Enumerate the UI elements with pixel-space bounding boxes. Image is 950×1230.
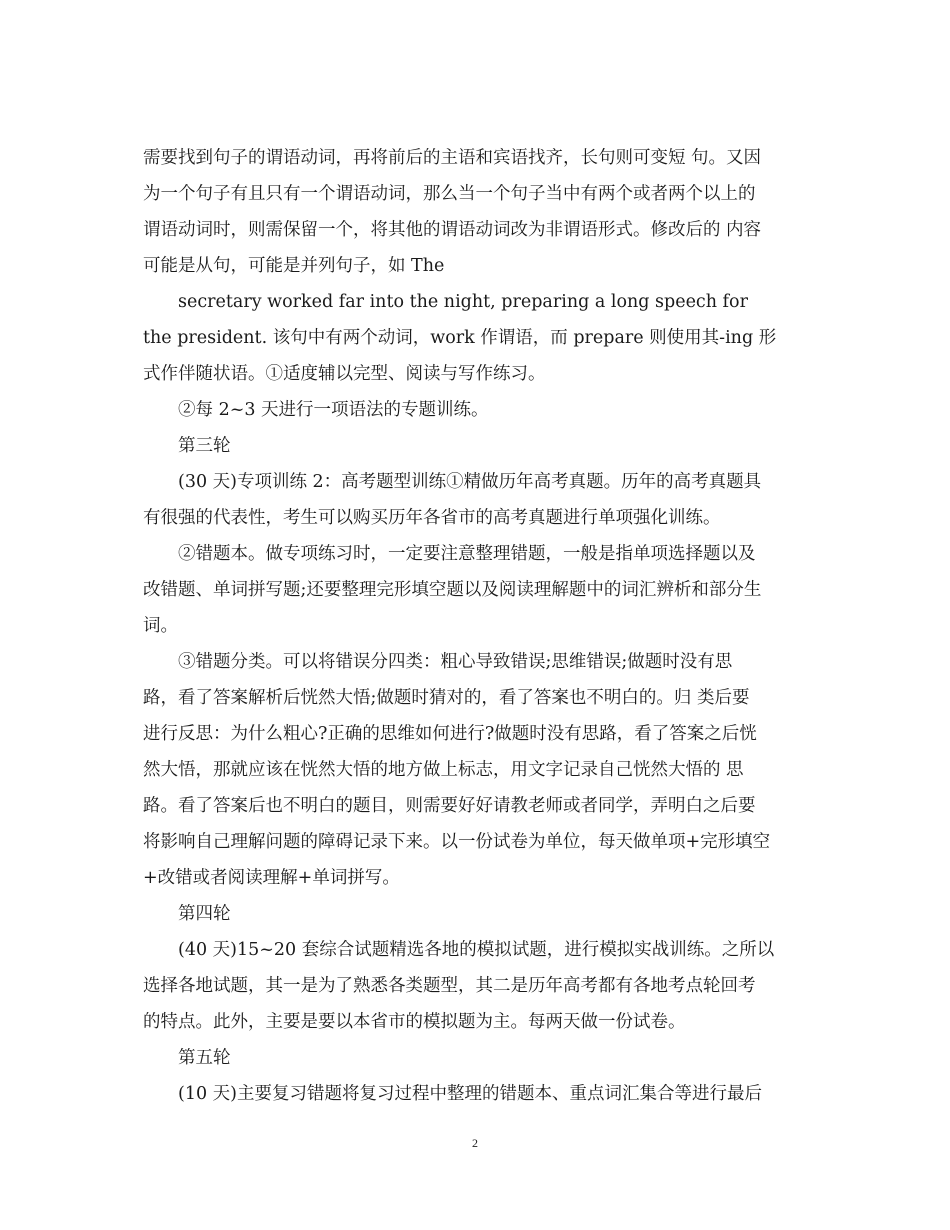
text-line: 词。	[143, 616, 178, 636]
page-number: 2	[472, 1136, 478, 1150]
text-line: 然大悟，那就应该在恍然大悟的地方做上标志，用文字记录自己恍然大悟的 思	[143, 760, 744, 780]
section-heading: 第三轮	[178, 436, 231, 456]
text-line: 路。看了答案后也不明白的题目，则需要好好请教老师或者同学，弄明白之后要	[143, 796, 756, 816]
text-line: (30 天)专项训练 2：高考题型训练①精做历年高考真题。历年的高考真题具	[178, 472, 762, 492]
text-line: 的特点。此外，主要是要以本省市的模拟题为主。每两天做一份试卷。	[143, 1012, 686, 1032]
text-line: 需要找到句子的谓语动词，再将前后的主语和宾语找齐，长句则可变短 句。又因	[143, 148, 762, 168]
text-line: ③错题分类。可以将错误分四类：粗心导致错误;思维错误;做题时没有思	[178, 652, 733, 672]
text-line: 将影响自己理解问题的障碍记录下来。以一份试卷为单位，每天做单项+完形填空	[143, 832, 771, 852]
text-line: ②错题本。做专项练习时，一定要注意整理错题，一般是指单项选择题以及	[178, 544, 756, 564]
text-line: 改错题、单词拼写题;还要整理完形填空题以及阅读理解题中的词汇辨析和部分生	[143, 580, 762, 600]
text-line: (10 天)主要复习错题将复习过程中整理的错题本、重点词汇集合等进行最后	[178, 1084, 762, 1104]
text-line: 进行反思：为什么粗心?正确的思维如何进行?做题时没有思路，看了答案之后恍	[143, 724, 757, 744]
text-line: ②每 2~3 天进行一项语法的专题训练。	[178, 400, 489, 420]
text-line: the president. 该句中有两个动词，work 作谓语，而 prepare 则使用其-ing 形	[143, 328, 777, 348]
text-line: (40 天)15~20 套综合试题精选各地的模拟试题，进行模拟实战训练。之所以	[178, 940, 775, 960]
text-line: 选择各地试题，其一是为了熟悉各类题型，其二是历年高考都有各地考点轮回考	[143, 976, 756, 996]
text-line: +改错或者阅读理解+单词拼写。	[143, 868, 400, 888]
text-line: 为一个句子有且只有一个谓语动词，那么当一个句子当中有两个或者两个以上的	[143, 184, 756, 204]
section-heading: 第五轮	[178, 1048, 231, 1068]
text-line: 式作伴随状语。①适度辅以完型、阅读与写作练习。	[143, 364, 546, 384]
text-line: 可能是从句，可能是并列句子，如 The	[143, 256, 445, 276]
text-line: secretary worked far into the night, preparing a long speech for	[178, 292, 748, 312]
text-line: 有很强的代表性，考生可以购买历年各省市的高考真题进行单项强化训练。	[143, 508, 721, 528]
text-line: 谓语动词时，则需保留一个，将其他的谓语动词改为非谓语形式。修改后的 内容	[143, 220, 762, 240]
section-heading: 第四轮	[178, 904, 231, 924]
text-line: 路，看了答案解析后恍然大悟;做题时猜对的，看了答案也不明白的。归 类后要	[143, 688, 750, 708]
